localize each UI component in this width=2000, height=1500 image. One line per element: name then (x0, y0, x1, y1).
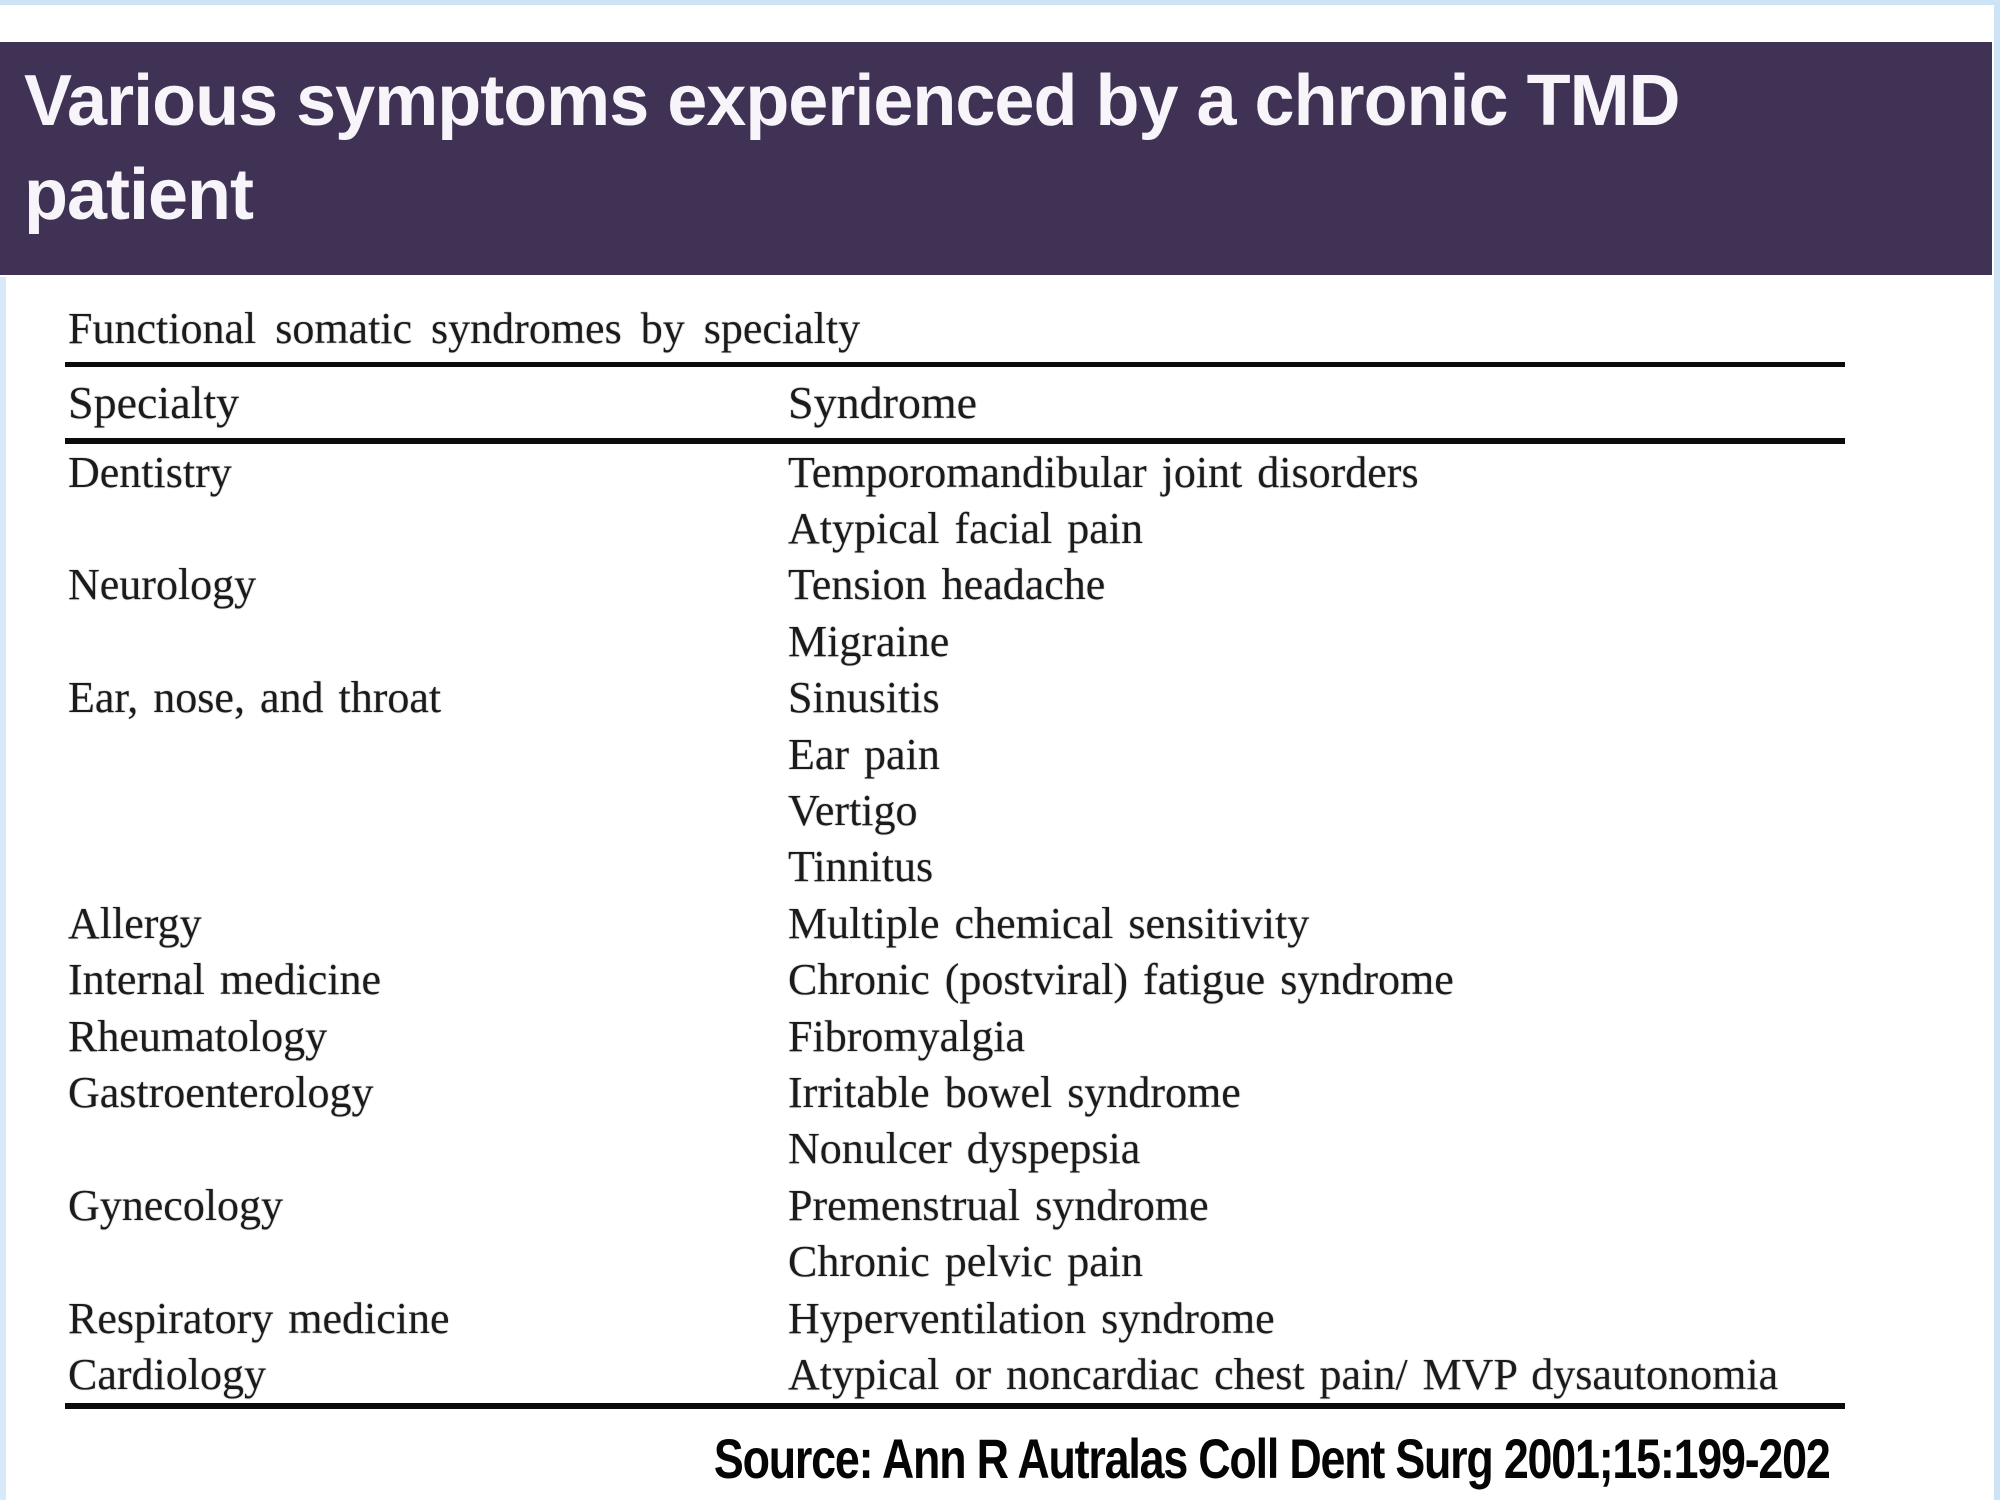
page-title-line-1: Various symptoms experienced by a chronic TMD (24, 61, 1680, 141)
specialty-cell: Respiratory medicine (68, 1293, 450, 1343)
specialty-cell: Cardiology (68, 1349, 266, 1399)
title-banner (0, 42, 1992, 275)
specialty-cell: Ear, nose, and throat (68, 673, 442, 723)
specialty-cell: Rheumatology (68, 1011, 328, 1061)
specialty-cell: Dentistry (68, 447, 232, 497)
syndrome-cell: Migraine (788, 616, 950, 666)
syndrome-cell: Atypical facial pain (788, 504, 1143, 554)
specialty-cell: Internal medicine (68, 955, 382, 1005)
column-header-specialty: Specialty (68, 377, 240, 428)
syndrome-cell: Fibromyalgia (788, 1011, 1026, 1061)
specialty-cell: Gynecology (68, 1180, 284, 1230)
table-bottom-rule (65, 1403, 1845, 1409)
specialty-cell: Allergy (68, 898, 202, 948)
syndrome-cell: Hyperventilation syndrome (788, 1293, 1275, 1343)
syndrome-cell: Chronic (postviral) fatigue syndrome (788, 955, 1454, 1005)
syndrome-cell: Premenstrual syndrome (788, 1180, 1209, 1230)
source-citation: Source: Ann R Autralas Coll Dent Surg 2001;15:199-202 (714, 1427, 1830, 1490)
syndrome-cell: Atypical or noncardiac chest pain/ MVP dysautonomia (788, 1349, 1779, 1399)
specialty-cell: Gastroenterology (68, 1067, 374, 1117)
syndrome-cell: Multiple chemical sensitivity (788, 898, 1310, 948)
syndrome-cell: Tinnitus (788, 842, 934, 892)
column-header-syndrome: Syndrome (788, 377, 978, 428)
syndrome-cell: Sinusitis (788, 673, 940, 723)
specialty-cell: Neurology (68, 560, 257, 610)
syndromes-table (65, 303, 1845, 1409)
syndrome-cell: Tension headache (788, 560, 1106, 610)
syndrome-cell: Chronic pelvic pain (788, 1237, 1144, 1287)
syndrome-cell: Irritable bowel syndrome (788, 1067, 1241, 1117)
top-border-strip (0, 0, 2000, 5)
table-caption: Functional somatic syndromes by specialty (68, 304, 861, 353)
right-border-strip (1994, 0, 2000, 1500)
table-header-row (65, 367, 1845, 438)
syndrome-cell: Nonulcer dyspepsia (788, 1124, 1141, 1174)
page-title-line-2: patient (24, 155, 254, 235)
table-body (65, 444, 1845, 1403)
syndrome-cell: Vertigo (788, 786, 918, 836)
left-border-strip (0, 277, 6, 1500)
syndrome-cell: Temporomandibular joint disorders (788, 447, 1419, 497)
syndrome-cell: Ear pain (788, 729, 940, 779)
